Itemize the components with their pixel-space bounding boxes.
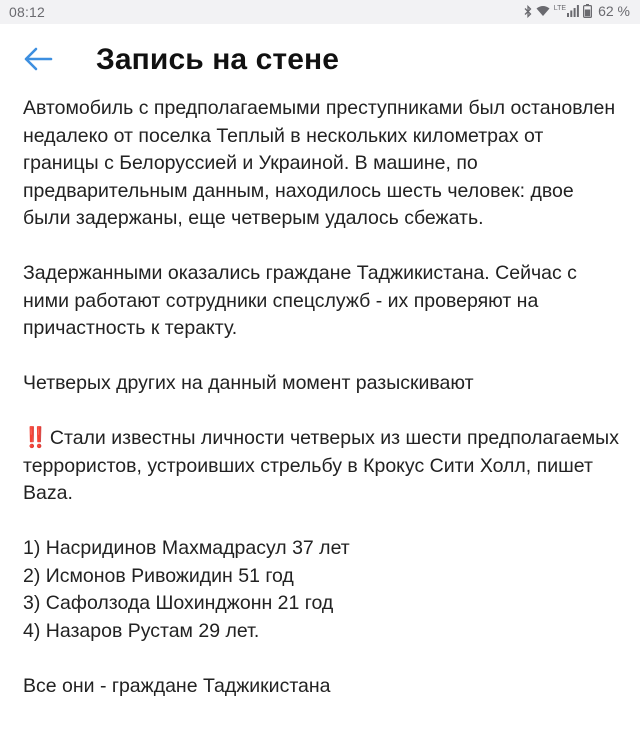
- list-item: 4) Назаров Рустам 29 лет.: [23, 619, 260, 642]
- post-paragraph: Четверых других на данный момент разыскивают: [23, 372, 474, 394]
- list-item: 3) Сафолзода Шохинджонн 21 год: [23, 592, 334, 614]
- post-paragraph: Задержанными оказались граждане Таджикистана. Сейчас с ними работают сотрудники спецслужб - их проверяют на причастность к теракту.: [23, 262, 577, 339]
- arrow-left-icon: [23, 47, 53, 76]
- bluetooth-icon: [524, 5, 532, 18]
- post-paragraph: Все они - граждане Таджикистана: [23, 674, 331, 697]
- battery-icon: [583, 4, 592, 18]
- list-item: 1) Насридинов Махмадрасул 37 лет: [23, 537, 350, 559]
- status-icons: [524, 3, 630, 19]
- post-body: [23, 95, 623, 728]
- post-paragraph: [23, 425, 623, 508]
- post-paragraph-text: Стали известны личности четверых из шести предполагаемых террористов, устроивших стрельбу в Крокус Сити Холл, пишет Baza.: [23, 427, 619, 504]
- post-paragraph: Автомобиль с предполагаемыми преступниками был остановлен недалеко от поселка Теплый в нескольких километрах от границы с Белоруссией и Украиной. В машине, по предварительным данным, находилось шесть человек: двое были задержаны, еще четверым удалось сбежать.: [23, 97, 616, 229]
- status-time: 08:12: [9, 4, 46, 20]
- double-exclamation-icon: ‼️: [23, 427, 46, 449]
- header: [0, 24, 640, 96]
- page-title: Запись на стене: [96, 43, 340, 76]
- suspects-list: [23, 535, 623, 645]
- back-button[interactable]: [20, 44, 56, 78]
- cellular-signal-icon: [554, 5, 579, 17]
- status-bar: [0, 0, 640, 24]
- battery-percent: 62 %: [598, 3, 630, 19]
- list-item: 2) Исмонов Ривожидин 51 год: [23, 564, 294, 587]
- network-label: LTE: [553, 4, 567, 12]
- wifi-icon: [536, 5, 550, 17]
